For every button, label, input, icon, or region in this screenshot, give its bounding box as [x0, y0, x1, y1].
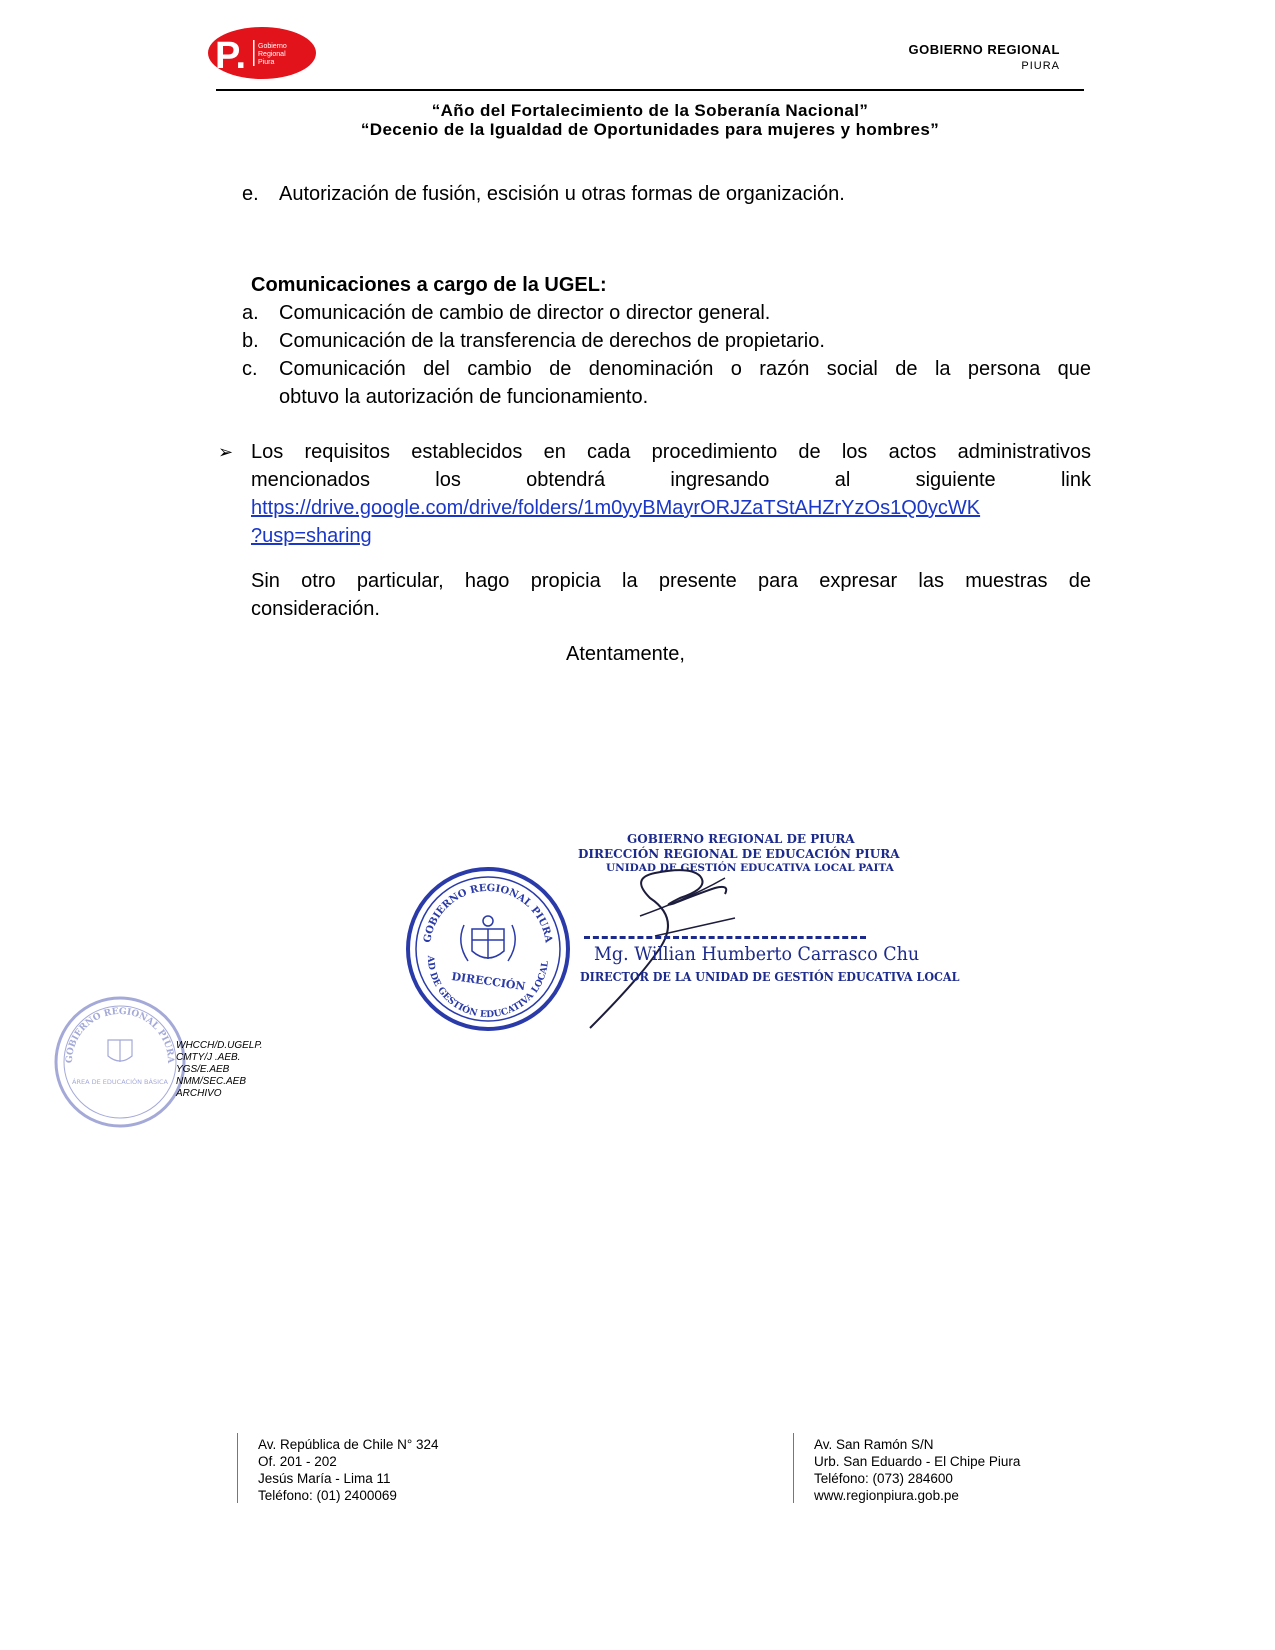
- area-educacion-seal: [52, 994, 188, 1130]
- initials-line: WHCCH/D.UGELP.: [176, 1040, 263, 1051]
- signer-title: DIRECTOR DE LA UNIDAD DE GESTIÓN EDUCATIVA LOCAL: [580, 970, 960, 984]
- stamp-line1: GOBIERNO REGIONAL DE PIURA: [627, 832, 855, 846]
- logo-text-2: Regional: [258, 51, 286, 58]
- drive-link-line2[interactable]: ?usp=sharing: [251, 525, 372, 547]
- arrow-bullet-icon: ➢: [218, 442, 234, 462]
- footer-left-line: Jesús María - Lima 11: [258, 1471, 391, 1486]
- org-subtitle: PIURA: [1021, 60, 1060, 72]
- footer-left-divider: [237, 1433, 238, 1503]
- seal-bottom-text: AD DE GESTIÓN EDUCATIVA LOCAL: [424, 955, 551, 1021]
- stamp-line3: UNIDAD DE GESTIÓN EDUCATIVA LOCAL PAITA: [606, 862, 894, 874]
- footer-right-divider: [793, 1433, 794, 1503]
- footer-left-line: Teléfono: (01) 2400069: [258, 1488, 397, 1503]
- ugel-item-b-text: Comunicación de la transferencia de derechos de propietario.: [279, 330, 825, 352]
- initials-line: YGS/E.AEB: [176, 1064, 230, 1075]
- ugel-item-a-text: Comunicación de cambio de director o director general.: [279, 302, 771, 324]
- initials-block: [176, 1040, 263, 1100]
- footer-right-line: Urb. San Eduardo - El Chipe Piura: [814, 1454, 1021, 1469]
- motto-decade: “Decenio de la Igualdad de Oportunidades para mujeres y hombres”: [360, 120, 940, 139]
- item-e-text: Autorización de fusión, escisión u otras formas de organización.: [279, 183, 845, 205]
- stamp-line2: DIRECCIÓN REGIONAL DE EDUCACIÓN PIURA: [578, 847, 900, 861]
- closing-line2: consideración.: [251, 598, 380, 620]
- requirements-line2: mencionados los obtendrá ingresando al siguiente link: [251, 469, 1091, 491]
- footer-left-line: Av. República de Chile N° 324: [258, 1437, 439, 1452]
- initials-line: CMTY/J .AEB.: [176, 1052, 241, 1063]
- drive-link-line1[interactable]: https://drive.google.com/drive/folders/1m0yyBMayrORJZaTStAHZrYzOs1Q0ycWK: [251, 497, 981, 519]
- ugel-item-c-line2: obtuvo la autorización de funcionamiento.: [279, 386, 649, 408]
- item-e-marker: e.: [242, 183, 259, 205]
- closing-line1: Sin otro particular, hago propicia la presente para expresar las muestras de: [251, 570, 1091, 592]
- org-name: GOBIERNO REGIONAL: [908, 42, 1060, 57]
- motto-year: “Año del Fortalecimiento de la Soberanía Nacional”: [431, 101, 869, 120]
- signature-rule: [584, 936, 866, 939]
- logo-text-3: Piura: [258, 59, 275, 66]
- header-divider: [216, 89, 1084, 91]
- ugel-heading: Comunicaciones a cargo de la UGEL:: [251, 274, 607, 296]
- small-seal-center-text: ÁREA DE EDUCACIÓN BÁSICA: [72, 1078, 168, 1086]
- logo-text-1: Gobierno: [258, 43, 287, 50]
- coat-of-arms-icon: [461, 916, 515, 961]
- sign-off: Atentamente,: [566, 643, 685, 665]
- footer-right-address: [814, 1436, 1020, 1504]
- footer-right-line: Teléfono: (073) 284600: [814, 1471, 953, 1486]
- footer-left-address: [258, 1436, 439, 1504]
- footer-left-line: Of. 201 - 202: [258, 1454, 337, 1469]
- gobierno-regional-logo: [207, 26, 317, 80]
- initials-line: NMM/SEC.AEB: [176, 1076, 247, 1087]
- small-coat-of-arms-icon: [108, 1040, 132, 1062]
- footer-website[interactable]: www.regionpiura.gob.pe: [814, 1488, 959, 1503]
- ugel-item-a-marker: a.: [242, 302, 259, 324]
- seal-top-text: GOBIERNO REGIONAL PIURA: [422, 882, 554, 944]
- footer-right-line: Av. San Ramón S/N: [814, 1437, 934, 1452]
- ugel-item-c-marker: c.: [242, 358, 258, 380]
- small-seal-top-text: GOBIERNO REGIONAL PIURA: [64, 1006, 176, 1064]
- signer-name: Mg. Willian Humberto Carrasco Chu: [594, 943, 920, 965]
- ugel-item-c-line1: Comunicación del cambio de denominación o razón social de la persona que: [279, 358, 1091, 380]
- ugel-item-b-marker: b.: [242, 330, 259, 352]
- initials-line: ARCHIVO: [176, 1088, 222, 1099]
- direccion-round-seal: [404, 865, 572, 1033]
- logo-letter: P.: [215, 35, 247, 77]
- requirements-line1: Los requisitos establecidos en cada procedimiento de los actos administrativos: [251, 441, 1091, 463]
- seal-center-text: DIRECCIÓN: [450, 969, 527, 994]
